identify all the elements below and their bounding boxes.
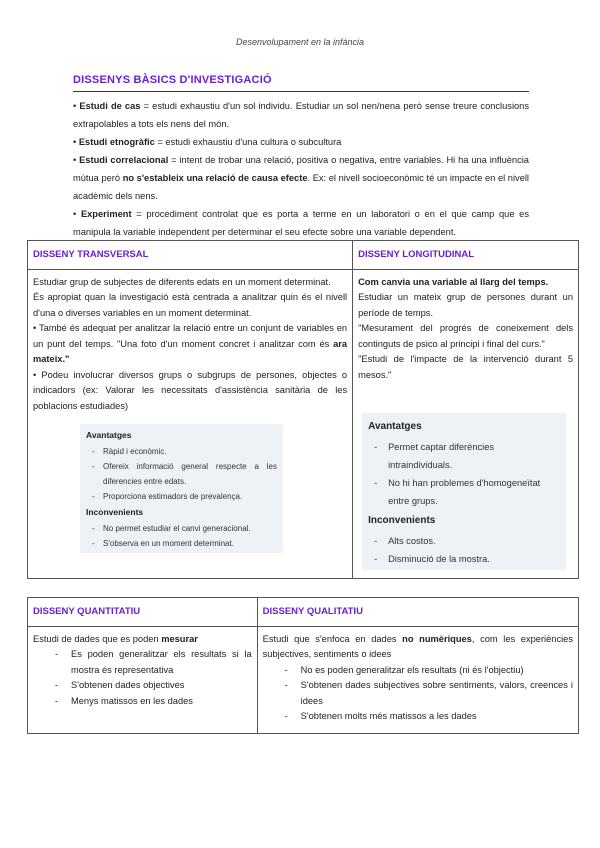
list-item: - Ofereix informació general respecte a les diferencies entre edats. bbox=[92, 459, 277, 489]
intro-item-correlational: • Estudi correlacional = intent de trobar una relació, positiva o negativa, entre variables. Hi ha una influència mútua però no s'estableix una relació de causa efecte. Ex: el nivell socioeconòmic té un impacte en el nivell acadèmic dels nens. bbox=[73, 155, 529, 201]
design-table-method bbox=[27, 597, 579, 734]
list-item: - Menys matissos en les dades bbox=[55, 694, 252, 710]
design-table-time bbox=[27, 240, 579, 579]
quantitative-list bbox=[33, 647, 252, 709]
list-item: - Alts costos. bbox=[374, 532, 560, 550]
advantages-list bbox=[368, 438, 560, 510]
intro-term: Estudi etnogràfic bbox=[78, 137, 155, 147]
list-item: - S'obtenen dades subjectives sobre sentiments, valors, creences i idees bbox=[285, 678, 573, 709]
intro-item-ethnographic: • Estudi etnogràfic = estudi exhaustiu d'una cultura o subcultura bbox=[73, 137, 342, 147]
intro-term: Experiment bbox=[80, 209, 132, 219]
intro-term: Estudi correlacional bbox=[79, 155, 169, 165]
list-item: - Proporciona estimadors de prevalença. bbox=[92, 489, 277, 504]
list-item: - Permet captar diferències intraindividuals. bbox=[374, 438, 560, 474]
transversal-summary-box bbox=[80, 424, 283, 553]
qualitative-cell: Estudi que s'enfoca en dades no numèriques, com les experiències subjectives, sentiments o idees - No es poden generalitzar els resultats (ni és l'objectiu) - S'obtenen dades subjectives sobre sentiments, valors, creences i idees - S'obtenen molts més matissos a les dades bbox=[257, 626, 578, 733]
disadvantages-title: Inconvenients bbox=[86, 507, 144, 517]
longitudinal-cell: Com canvia una variable al llarg del temps. Estudiar un mateix grup de persones durant un període de temps. "Mesurament del progrés de coneixement dels continguts de psico al principi i final del curs." "Estudi de l'impacte de la intervenció durant 5 mesos." Avantatges - Permet captar diferències intraindividuals. - No hi han problemes d'homogeneïtat entre grups. Inconvenients - Alts costos. - Disminució de la mostra. bbox=[353, 269, 579, 579]
section-title: DISSENYS BÀSICS D'INVESTIGACIÓ bbox=[73, 74, 272, 86]
list-item: - Disminució de la mostra. bbox=[374, 550, 560, 568]
intro-term: Estudi de cas bbox=[79, 101, 141, 111]
intro-item-case-study: • Estudi de cas = estudi exhaustiu d'un sol individu. Estudiar un sol nen/nena però sense treure conclusions extrapolables a tots els nens del món. bbox=[73, 101, 529, 129]
disadvantages-list bbox=[368, 532, 560, 568]
transversal-heading: DISSENY TRANSVERSAL bbox=[28, 241, 353, 270]
disadvantages-title: Inconvenients bbox=[368, 515, 436, 526]
title-divider bbox=[73, 91, 529, 92]
list-item: - S'observa en un moment determinat. bbox=[92, 536, 277, 551]
list-item: - Ràpid i econòmic. bbox=[92, 444, 277, 459]
longitudinal-summary-box bbox=[362, 413, 566, 570]
intro-list bbox=[73, 97, 529, 241]
advantages-title: Avantatges bbox=[368, 421, 422, 432]
qualitative-heading: DISSENY QUALITATIU bbox=[257, 598, 578, 627]
disadvantages-list bbox=[86, 521, 277, 551]
longitudinal-heading: DISSENY LONGITUDINAL bbox=[353, 241, 579, 270]
transversal-cell: Estudiar grup de subjectes de diferents edats en un moment determinat. És apropiat quan la investigació està centrada a analitzar quin és el nivell d'una o diverses variables en un moment determinat. • També és adequat per analitzar la relació entre un conjunt de variables en un punt del temps. "Una foto d'un moment concret i analitzar com és ara mateix." • Podeu involucrar diversos grups o subgrups de persones, objectes o indicadors (ex: Valorar les necessitats d'assistència sanitària de les poblacions estudiades) Avantatges - Ràpid i econòmic. - Ofereix informació general respecte a les diferencies entre edats. - Proporciona estimadors de prevalença. Inconvenients - No permet estudiar el canvi generacional. - S'observa en un moment determinat. bbox=[28, 269, 353, 579]
intro-item-experiment: • Experiment = procediment controlat que es porta a terme en un laboratori o en el que camp que es manipula la variable independent per determinar el seu efecte sobre una variable dependent. bbox=[73, 209, 529, 237]
list-item: - No permet estudiar el canvi generacional. bbox=[92, 521, 277, 536]
advantages-title: Avantatges bbox=[86, 430, 132, 440]
quantitative-heading: DISSENY QUANTITATIU bbox=[28, 598, 258, 627]
list-item: - Es poden generalitzar els resultats si la mostra és representativa bbox=[55, 647, 252, 678]
list-item: - S'obtenen molts més matissos a les dades bbox=[285, 709, 573, 725]
quantitative-cell: Estudi de dades que es poden mesurar - Es poden generalitzar els resultats si la mostra és representativa - S'obtenen dades objectives - Menys matissos en les dades bbox=[28, 626, 258, 733]
advantages-list bbox=[86, 444, 277, 504]
list-item: - No hi han problemes d'homogeneïtat entre grups. bbox=[374, 474, 560, 510]
list-item: - S'obtenen dades objectives bbox=[55, 678, 252, 694]
qualitative-list bbox=[263, 663, 573, 725]
list-item: - No es poden generalitzar els resultats (ni és l'objectiu) bbox=[285, 663, 573, 679]
page-header: Desenvolupament en la infància bbox=[235, 37, 365, 47]
